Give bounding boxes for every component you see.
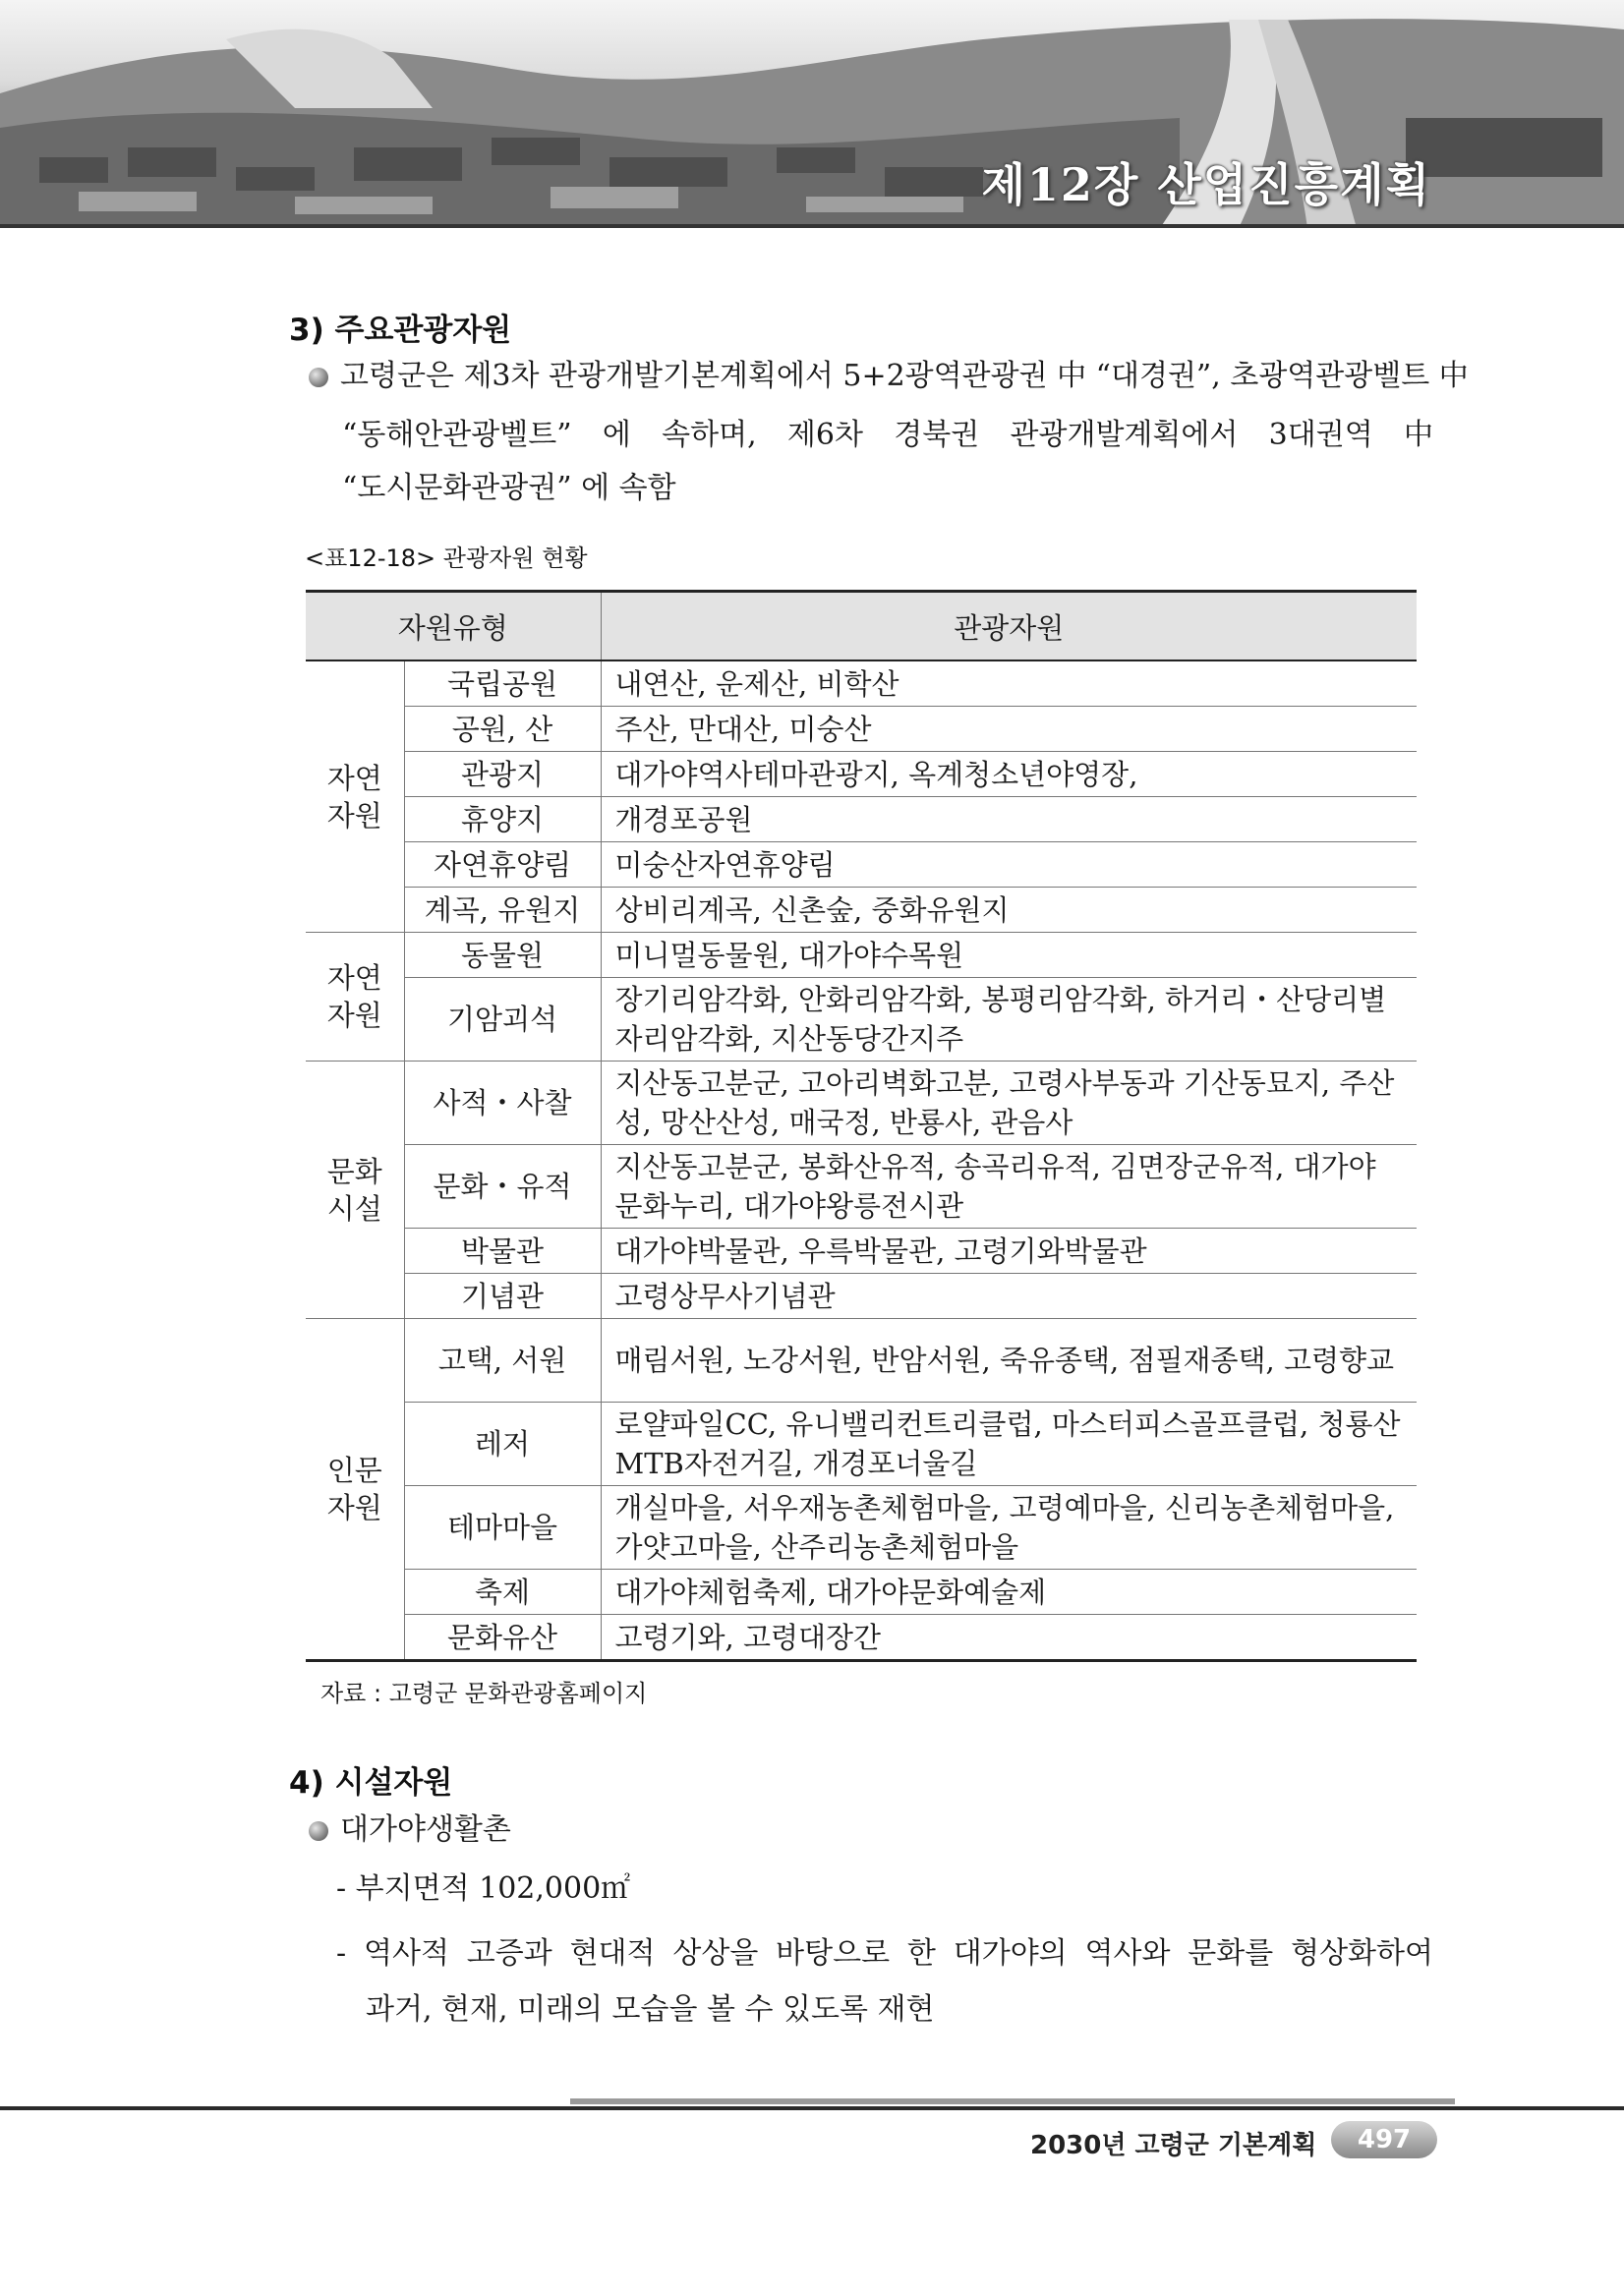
round-bullet-icon	[309, 1821, 328, 1841]
resource-cell: 대가야체험축제, 대가야문화예술제	[601, 1570, 1417, 1615]
table-row	[306, 797, 1417, 842]
intro-line-2: “동해안관광벨트” 에 속하며, 제6차 경북권 관광개발계획에서 3대권역 中	[342, 418, 1433, 452]
resource-cell: 개경포공원	[601, 797, 1417, 842]
table-row	[306, 752, 1417, 797]
table-row	[306, 707, 1417, 752]
table-row	[306, 842, 1417, 888]
page-number: 497	[1331, 2121, 1437, 2158]
category-cell	[306, 1062, 404, 1319]
resource-cell: 대가야박물관, 우륵박물관, 고령기와박물관	[601, 1229, 1417, 1274]
header-divider	[0, 224, 1624, 228]
table-row	[306, 933, 1417, 978]
header-banner	[0, 0, 1624, 228]
type-cell: 자연휴양림	[404, 842, 601, 888]
facility-name: 대가야생활촌	[340, 1812, 511, 1847]
table-row	[306, 1570, 1417, 1615]
resource-cell: 고령기와, 고령대장간	[601, 1615, 1417, 1661]
resource-cell: 장기리암각화, 안화리암각화, 봉평리암각화, 하거리・산당리별자리암각화, 지산동당간지주	[601, 978, 1417, 1062]
type-cell: 동물원	[404, 933, 601, 978]
resource-cell: 고령상무사기념관	[601, 1274, 1417, 1319]
facility-bullet	[309, 1812, 511, 1847]
table-header-row	[306, 592, 1417, 661]
type-cell: 레저	[404, 1403, 601, 1486]
facility-item-1: - 부지면적 102,000㎡	[336, 1871, 631, 1906]
type-cell: 공원, 산	[404, 707, 601, 752]
table-source: 자료 : 고령군 문화관광홈페이지	[320, 1680, 648, 1707]
table-row	[306, 1615, 1417, 1661]
resource-cell: 미니멀동물원, 대가야수목원	[601, 933, 1417, 978]
tourism-resource-table	[306, 590, 1417, 1662]
category-cell	[306, 660, 404, 933]
resource-cell: 로얄파일CC, 유니밸리컨트리클럽, 마스터피스골프클럽, 청룡산MTB자전거길, 개경포너울길	[601, 1403, 1417, 1486]
type-cell: 관광지	[404, 752, 601, 797]
round-bullet-icon	[309, 368, 328, 387]
footer-divider	[0, 2106, 1624, 2110]
resource-cell: 대가야역사테마관광지, 옥계청소년야영장,	[601, 752, 1417, 797]
footer-divider-accent	[570, 2098, 1455, 2104]
resource-cell: 미숭산자연휴양림	[601, 842, 1417, 888]
table-row	[306, 1274, 1417, 1319]
type-cell: 테마마을	[404, 1486, 601, 1570]
category-label: 문화 시설	[326, 1154, 382, 1226]
category-label: 자연 자원	[326, 961, 382, 1032]
category-label: 인문 자원	[326, 1454, 382, 1524]
intro-line-1: 고령군은 제3차 관광개발기본계획에서 5+2광역관광권 中 “대경권”, 초광역관광벨트 中	[340, 359, 1469, 393]
table-row	[306, 1403, 1417, 1486]
table-row	[306, 1145, 1417, 1229]
resource-cell: 상비리계곡, 신촌숲, 중화유원지	[601, 888, 1417, 933]
table-row	[306, 1062, 1417, 1145]
resource-cell: 지산동고분군, 고아리벽화고분, 고령사부동과 기산동묘지, 주산성, 망산산성, 매국정, 반룡사, 관음사	[601, 1062, 1417, 1145]
table-row	[306, 660, 1417, 707]
type-cell: 고택, 서원	[404, 1319, 601, 1403]
section-title-4: 4) 시설자원	[289, 1765, 453, 1801]
facility-item-2: - 역사적 고증과 현대적 상상을 바탕으로 한 대가야의 역사와 문화를 형상화하여	[336, 1936, 1433, 1971]
intro-bullet	[309, 359, 1469, 393]
category-label: 자연 자원	[326, 761, 382, 832]
type-cell: 축제	[404, 1570, 601, 1615]
chapter-title: 제12장 산업진흥계획	[981, 158, 1431, 211]
footer-title: 2030년 고령군 기본계획	[1030, 2131, 1317, 2160]
type-cell: 휴양지	[404, 797, 601, 842]
type-cell: 기념관	[404, 1274, 601, 1319]
resource-cell: 주산, 만대산, 미숭산	[601, 707, 1417, 752]
facility-item-2-cont: 과거, 현재, 미래의 모습을 볼 수 있도록 재현	[366, 1992, 935, 2027]
type-cell: 문화유산	[404, 1615, 601, 1661]
type-cell: 문화・유적	[404, 1145, 601, 1229]
resource-cell: 매림서원, 노강서원, 반암서원, 죽유종택, 점필재종택, 고령향교	[601, 1319, 1417, 1403]
table-row	[306, 978, 1417, 1062]
resource-cell: 내연산, 운제산, 비학산	[601, 660, 1417, 707]
table-caption: <표12-18> 관광자원 현황	[305, 545, 588, 572]
table-row	[306, 1319, 1417, 1403]
category-cell	[306, 1319, 404, 1661]
type-cell: 기암괴석	[404, 978, 601, 1062]
table-row	[306, 1486, 1417, 1570]
type-cell: 박물관	[404, 1229, 601, 1274]
resource-cell: 지산동고분군, 봉화산유적, 송곡리유적, 김면장군유적, 대가야문화누리, 대가야왕릉전시관	[601, 1145, 1417, 1229]
header-resources: 관광자원	[601, 592, 1417, 661]
type-cell: 사적・사찰	[404, 1062, 601, 1145]
category-cell	[306, 933, 404, 1062]
table-row	[306, 888, 1417, 933]
table-row	[306, 1229, 1417, 1274]
intro-line-3: “도시문화관광권” 에 속함	[342, 471, 676, 505]
header-type: 자원유형	[306, 592, 601, 661]
type-cell: 계곡, 유원지	[404, 888, 601, 933]
section-title-3: 3) 주요관광자원	[289, 313, 512, 348]
resource-cell: 개실마을, 서우재농촌체험마을, 고령예마을, 신리농촌체험마을, 가얏고마을, 산주리농촌체험마을	[601, 1486, 1417, 1570]
type-cell: 국립공원	[404, 660, 601, 707]
